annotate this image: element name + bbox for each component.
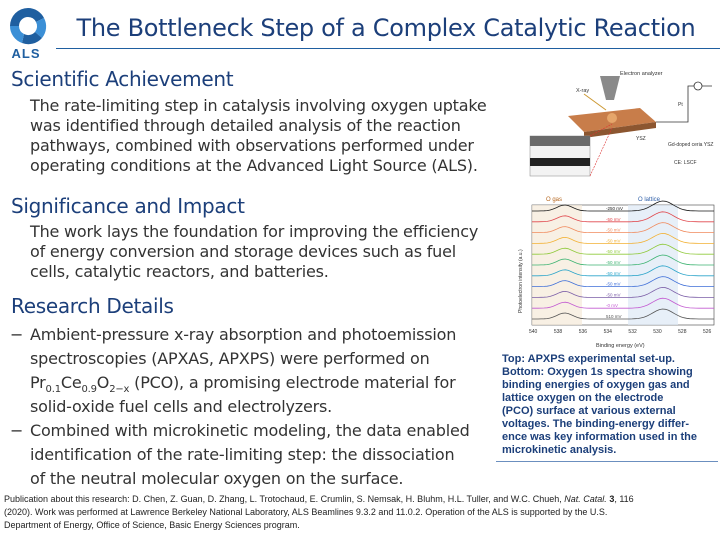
page-title: The Bottleneck Step of a Complex Catalytic Reaction <box>76 14 696 42</box>
achievement-text <box>30 96 500 176</box>
title-divider <box>56 48 720 49</box>
x-tick-label: 540 <box>529 329 538 335</box>
footer-volume: 3 <box>609 494 615 504</box>
achievement-line: The rate-limiting step in catalysis involving oxygen uptake <box>30 96 487 115</box>
voltage-label: -50 mV <box>606 227 621 233</box>
formula-ce: Ce <box>60 373 82 392</box>
bullet-line: solid-oxide fuel cells and electrolyzers. <box>30 397 333 416</box>
voltage-label: -50 mV <box>606 260 621 265</box>
significance-text <box>30 222 500 282</box>
voltage-label: -0 mV <box>606 303 619 309</box>
significance-line: The work lays the foundation for improving the efficiency <box>30 222 479 241</box>
footer-line: Department of Energy, Office of Science, Basic Energy Sciences program. <box>4 520 300 530</box>
formula-pr: Pr <box>30 373 46 392</box>
formula-pr-sub: 0.1 <box>45 384 61 396</box>
significance-line: of energy conversion and storage devices such as fuel <box>30 242 456 261</box>
x-tick-label: 530 <box>653 329 662 335</box>
substrate-label: Gd-doped ceria YSZ <box>668 142 714 148</box>
formula-o-sub: 2−x <box>109 384 130 396</box>
figure-caption <box>502 353 716 457</box>
voltage-label: -50 mV <box>606 249 621 255</box>
publication-footer <box>4 493 716 532</box>
bullet-line: of the neutral molecular oxygen on the surface. <box>30 469 404 488</box>
formula-ce-sub: 0.9 <box>81 384 97 396</box>
formula-rest: (PCO), a promising electrode material for <box>129 373 456 392</box>
electrolyte-label: YSZ <box>636 136 646 142</box>
caption-line: (PCO) surface at various external <box>502 405 676 417</box>
voltage-label: -50 mV <box>606 281 621 287</box>
voltage-label: -50 mV <box>606 292 621 298</box>
ce-label: CE: LSCF <box>674 160 697 166</box>
analyzer-label: Electron analyzer <box>620 71 663 77</box>
caption-line: voltages. The binding-energy differ- <box>502 418 690 430</box>
logo-text: ALS <box>11 46 41 61</box>
footer-authors: Publication about this research: D. Chen, Z. Guan, D. Zhang, L. Trotochaud, E. Crumlin, S. Nemsak, H. Bluhm, H.L. Tuller, and W.C. Chueh, <box>4 494 565 504</box>
bullet-dash: − <box>10 325 24 344</box>
o-lattice-label: O lattice <box>638 197 661 203</box>
x-tick-label: 538 <box>553 329 563 335</box>
voltage-label: -50 mV <box>606 270 621 276</box>
voltage-label: -50 mV <box>606 238 621 244</box>
achievement-heading: Scientific Achievement <box>11 67 234 91</box>
details-bullet-microkinetic <box>10 419 498 491</box>
achievement-line: was identified through detailed analysis of the reaction <box>30 116 461 135</box>
x-tick-label: 534 <box>603 329 612 335</box>
voltage-label: 510 mV <box>606 314 622 319</box>
formula-o: O <box>96 373 110 392</box>
als-logo-mark-icon <box>6 4 50 48</box>
spot-icon <box>607 113 617 123</box>
voltage-label: -50 mV <box>606 216 621 222</box>
caption-line: Bottom: Oxygen 1s spectra showing <box>502 366 693 378</box>
apxps-setup-figure <box>528 66 718 184</box>
bullet-line: spectroscopies (APXAS, APXPS) were performed on <box>30 349 430 368</box>
footer-pages: , 116 <box>614 494 634 504</box>
caption-line: ence was key information used in the <box>502 431 697 443</box>
x-axis-label: Binding energy (eV) <box>596 343 645 349</box>
x-tick-label: 536 <box>578 329 588 335</box>
details-heading: Research Details <box>11 294 174 318</box>
achievement-line: pathways, combined with observations performed under <box>30 136 474 155</box>
details-list <box>10 323 498 491</box>
bullet-dash: − <box>10 421 24 440</box>
x-tick-label: 528 <box>678 329 687 335</box>
cross-section-bottom <box>530 158 590 166</box>
bullet-line: Combined with microkinetic modeling, the data enabled <box>30 421 470 440</box>
voltmeter-icon <box>694 82 702 90</box>
pt-label: Pt <box>678 102 683 108</box>
voltage-label: -250 mV <box>606 206 624 211</box>
cross-section-top <box>530 136 590 146</box>
significance-heading: Significance and Impact <box>11 194 245 218</box>
y-axis-label: Photoelectron intensity (a.u.) <box>518 249 524 313</box>
caption-line: Top: APXPS experimental set-up. <box>502 353 675 365</box>
achievement-line: operating conditions at the Advanced Light Source (ALS). <box>30 156 478 175</box>
footer-journal: Nat. Catal. <box>564 494 607 504</box>
bullet-line-formula <box>30 371 498 395</box>
caption-divider <box>496 461 718 462</box>
bullet-line: Ambient-pressure x-ray absorption and photoemission <box>30 325 457 344</box>
xray-label: X-ray <box>576 88 590 94</box>
footer-line <box>4 493 716 506</box>
significance-line: cells, catalytic reactors, and batteries. <box>30 262 329 281</box>
bullet-line: identification of the rate-limiting step: the dissociation <box>30 445 455 464</box>
footer-line: (2020). Work was performed at Lawrence Berkeley National Laboratory, ALS Beamlines 9.3.2 and 11.0.2. Operation of the ALS is supported by the U.S. <box>4 507 608 517</box>
o2-gas-label: O gas <box>546 197 563 203</box>
x-tick-label: 532 <box>628 329 637 335</box>
caption-line: lattice oxygen on the electrode <box>502 392 664 404</box>
caption-line: microkinetic analysis. <box>502 444 617 456</box>
details-bullet-apxas <box>10 323 498 419</box>
caption-line: binding energies of oxygen gas and <box>502 379 690 391</box>
x-tick-label: 526 <box>703 329 712 335</box>
o1s-spectra-figure <box>510 183 718 353</box>
